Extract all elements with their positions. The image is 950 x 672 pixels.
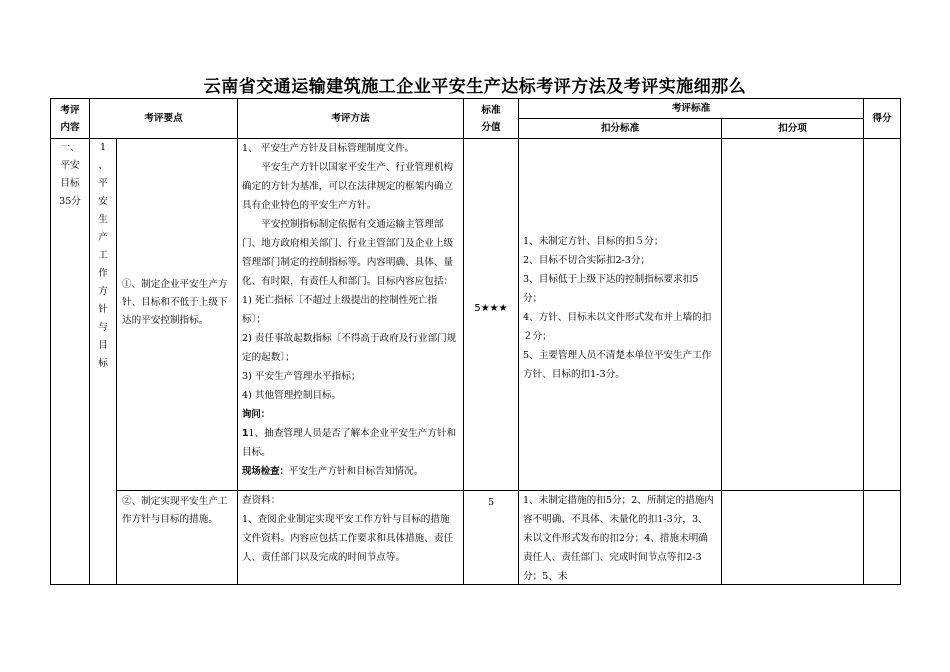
method-line: 1、 平安生产方针及目标管理制度文件。 (242, 143, 415, 154)
ask-label: 询问： (242, 409, 271, 420)
deduct-standard-cell (519, 491, 722, 585)
score-cell: 5 (464, 491, 519, 585)
header-result: 得分 (864, 99, 901, 139)
category-cell: 一、 平安 目标 35分 (51, 139, 90, 585)
standard-line: 1、未制定方针、目标的扣５分； (523, 236, 664, 247)
standard-line: 4、方针、目标未以文件形式发布并上墙的扣２分； (523, 312, 712, 342)
score-cell: 5★★★ (464, 139, 519, 491)
header-points: 考评要点 (90, 99, 238, 139)
method-cell (238, 491, 464, 585)
row-measures (51, 491, 901, 585)
method-cell (238, 139, 464, 491)
point-cell: ①、制定企业平安生产方针、目标和不低于上级下达的平安控制指标。 (117, 139, 238, 491)
standard-line: 5、主要管理人员不清楚本单位平安生产工作方针、目标的扣1-3分。 (523, 350, 712, 380)
method-line: 1) 死亡指标〔不超过上级提出的控制性死亡指标〕； (242, 295, 438, 325)
method-line: 2) 责任事故起数指标〔不得高于政府及行业部门规定的起数〕； (242, 333, 457, 363)
item-number-cell: 1 、 平 安 生 产 工 作 方 针 与 目 标 (90, 139, 117, 585)
deduct-item-cell (722, 139, 864, 491)
document-title: 云南省交通运输建筑施工企业平安生产达标考评方法及考评实施细那么 (203, 77, 747, 97)
method-line: 1、查阅企业制定实现平安工作方针与目标的措施文件资料。内容应包括工作要求和具体措施、责任人、责任部门以及完成的时间节点等。 (242, 514, 454, 563)
header-method: 考评方法 (238, 99, 464, 139)
method-line: 平安生产方针以国家平安生产、行业管理机构确定的方针为基准，可以在法律规定的框架内确立具有企业特色的平安生产方针。 (242, 162, 454, 211)
row-policy-targets (51, 139, 901, 491)
point-cell: ②、制定实现平安生产工作方针与目标的措施。 (117, 491, 238, 585)
result-cell (864, 491, 901, 585)
method-line: 3) 平安生产管理水平指标； (242, 371, 361, 382)
header-deduct-standard: 扣分标准 (519, 119, 722, 139)
deduct-standard-cell (519, 139, 722, 491)
header-deduct-item: 扣分项 (722, 119, 864, 139)
method-line: 查资料： (242, 495, 281, 506)
header-standard: 考评标准 (519, 99, 864, 119)
header-row-1 (51, 99, 901, 119)
method-line: 平安控制指标制定依据有交通运输主管理部门、地方政府相关部门、行业主管部门及企业上级管理部门制定的控制指标等。内容明确、具体、量化、有时限，有责任人和部门。目标内容应包括： (242, 219, 454, 287)
deduct-item-cell (722, 491, 864, 585)
evaluation-table (50, 98, 901, 585)
header-score: 标准 分值 (464, 99, 519, 139)
header-content: 考评 内容 (51, 99, 90, 139)
method-line: 4) 其他管理控制目标。 (242, 390, 342, 401)
standard-line: 3、目标低于上级下达的控制指标要求扣5分； (523, 274, 699, 304)
result-cell (864, 139, 901, 491)
standard-text: 1、未制定措施的扣5分；2、所制定的措施内容不明确、不具体、未量化的扣1-3分，3、未以文件形式发布的扣2分；4、措施未明确责任人、责任部门、完成时间节点等扣2-3分；5、未 (523, 495, 714, 581)
standard-line: 2、目标不切合实际扣2-3分； (523, 255, 651, 266)
check-line: 现场检查：平安生产方针和目标告知情况。 (242, 466, 424, 477)
ask-text: 11、抽查管理人员是否了解本企业平安生产方针和目标。 (242, 428, 457, 458)
